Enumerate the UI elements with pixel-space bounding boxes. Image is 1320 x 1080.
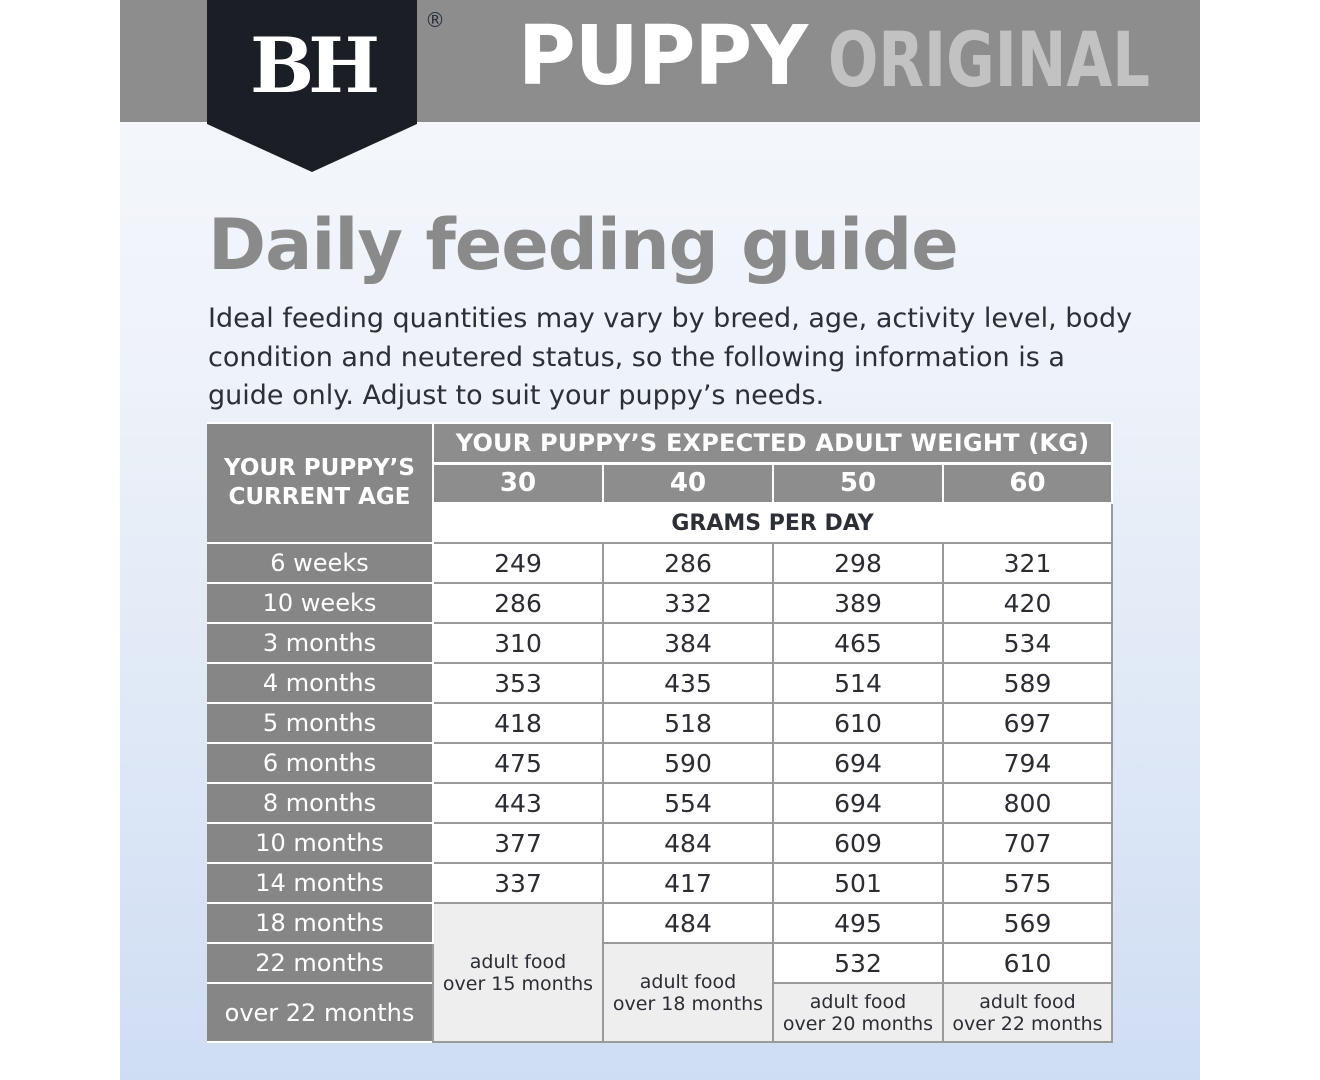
age-cell: 8 months [207, 783, 433, 823]
value-cell: 610 [773, 703, 943, 743]
value-cell: 298 [773, 543, 943, 583]
age-cell: 10 months [207, 823, 433, 863]
registered-mark: ® [425, 8, 445, 32]
age-cell: 6 months [207, 743, 433, 783]
value-cell: 590 [603, 743, 773, 783]
value-cell: 800 [943, 783, 1112, 823]
weight-40-header: 40 [603, 463, 773, 503]
value-cell: 532 [773, 943, 943, 983]
value-cell: 534 [943, 623, 1112, 663]
value-cell: 420 [943, 583, 1112, 623]
value-cell: 694 [773, 743, 943, 783]
value-cell: 575 [943, 863, 1112, 903]
age-cell: 22 months [207, 943, 433, 983]
product-variant: ORIGINAL [828, 15, 1151, 104]
age-cell: 6 weeks [207, 543, 433, 583]
value-cell: 707 [943, 823, 1112, 863]
value-cell: 694 [773, 783, 943, 823]
age-cell: 10 weeks [207, 583, 433, 623]
value-cell: 384 [603, 623, 773, 663]
weight-header: YOUR PUPPY’S EXPECTED ADULT WEIGHT (KG) [433, 423, 1112, 463]
value-cell: 310 [433, 623, 603, 663]
value-cell: 249 [433, 543, 603, 583]
value-cell: 794 [943, 743, 1112, 783]
value-cell: 435 [603, 663, 773, 703]
value-cell: 697 [943, 703, 1112, 743]
weight-60-header: 60 [943, 463, 1112, 503]
adult-note-line: adult food [809, 990, 907, 1013]
intro-paragraph: Ideal feeding quantities may vary by breed, age, activity level, body condition and neutered status, so the following information is a guide only. Adjust to suit your puppy’s needs. [208, 303, 1133, 411]
table-header-row [207, 423, 1112, 463]
value-cell: 286 [433, 583, 603, 623]
value-cell: 495 [773, 903, 943, 943]
age-cell: 18 months [207, 903, 433, 943]
adult-note-line: over 18 months [612, 992, 764, 1015]
value-cell: 610 [943, 943, 1112, 983]
weight-50-header: 50 [773, 463, 943, 503]
age-cell: 4 months [207, 663, 433, 703]
grams-per-day-header: GRAMS PER DAY [433, 503, 1112, 543]
value-cell: 501 [773, 863, 943, 903]
brand-logo: BH [249, 21, 375, 110]
adult-food-note [433, 903, 603, 1042]
value-cell: 569 [943, 903, 1112, 943]
value-cell: 589 [943, 663, 1112, 703]
weight-30-header: 30 [433, 463, 603, 503]
table-row [207, 903, 1112, 943]
value-cell: 484 [603, 823, 773, 863]
value-cell: 286 [603, 543, 773, 583]
value-cell: 484 [603, 903, 773, 943]
adult-note-line: adult food [469, 950, 567, 973]
product-panel [120, 0, 1200, 1080]
table-row [207, 623, 1112, 663]
table-row [207, 543, 1112, 583]
value-cell: 332 [603, 583, 773, 623]
table-row [207, 863, 1112, 903]
table-row [207, 743, 1112, 783]
age-cell: 3 months [207, 623, 433, 663]
value-cell: 475 [433, 743, 603, 783]
value-cell: 389 [773, 583, 943, 623]
adult-food-note [943, 983, 1112, 1042]
age-header-line: YOUR PUPPY’S [224, 455, 415, 481]
adult-food-note [603, 943, 773, 1042]
adult-note-line: adult food [979, 990, 1076, 1013]
table-row [207, 783, 1112, 823]
table-row [207, 703, 1112, 743]
adult-note-line: over 15 months [442, 972, 594, 995]
value-cell: 514 [773, 663, 943, 703]
age-cell: 14 months [207, 863, 433, 903]
value-cell: 377 [433, 823, 603, 863]
adult-note-line: over 22 months [952, 1012, 1103, 1035]
age-cell: 5 months [207, 703, 433, 743]
age-header-line: CURRENT AGE [228, 484, 411, 510]
age-column-header [207, 423, 433, 543]
value-cell: 337 [433, 863, 603, 903]
table-row [207, 823, 1112, 863]
table-row [207, 583, 1112, 623]
value-cell: 609 [773, 823, 943, 863]
adult-food-note [773, 983, 943, 1042]
value-cell: 443 [433, 783, 603, 823]
value-cell: 465 [773, 623, 943, 663]
value-cell: 518 [603, 703, 773, 743]
product-name: PUPPY [518, 9, 808, 104]
value-cell: 418 [433, 703, 603, 743]
value-cell: 554 [603, 783, 773, 823]
adult-note-line: adult food [639, 970, 737, 993]
value-cell: 417 [603, 863, 773, 903]
adult-note-line: over 20 months [782, 1012, 934, 1035]
value-cell: 321 [943, 543, 1112, 583]
table-row [207, 663, 1112, 703]
value-cell: 353 [433, 663, 603, 703]
age-cell: over 22 months [207, 983, 433, 1042]
table-row [207, 943, 1112, 983]
feeding-guide-table [207, 422, 1113, 1043]
page-title: Daily feeding guide [208, 204, 958, 286]
